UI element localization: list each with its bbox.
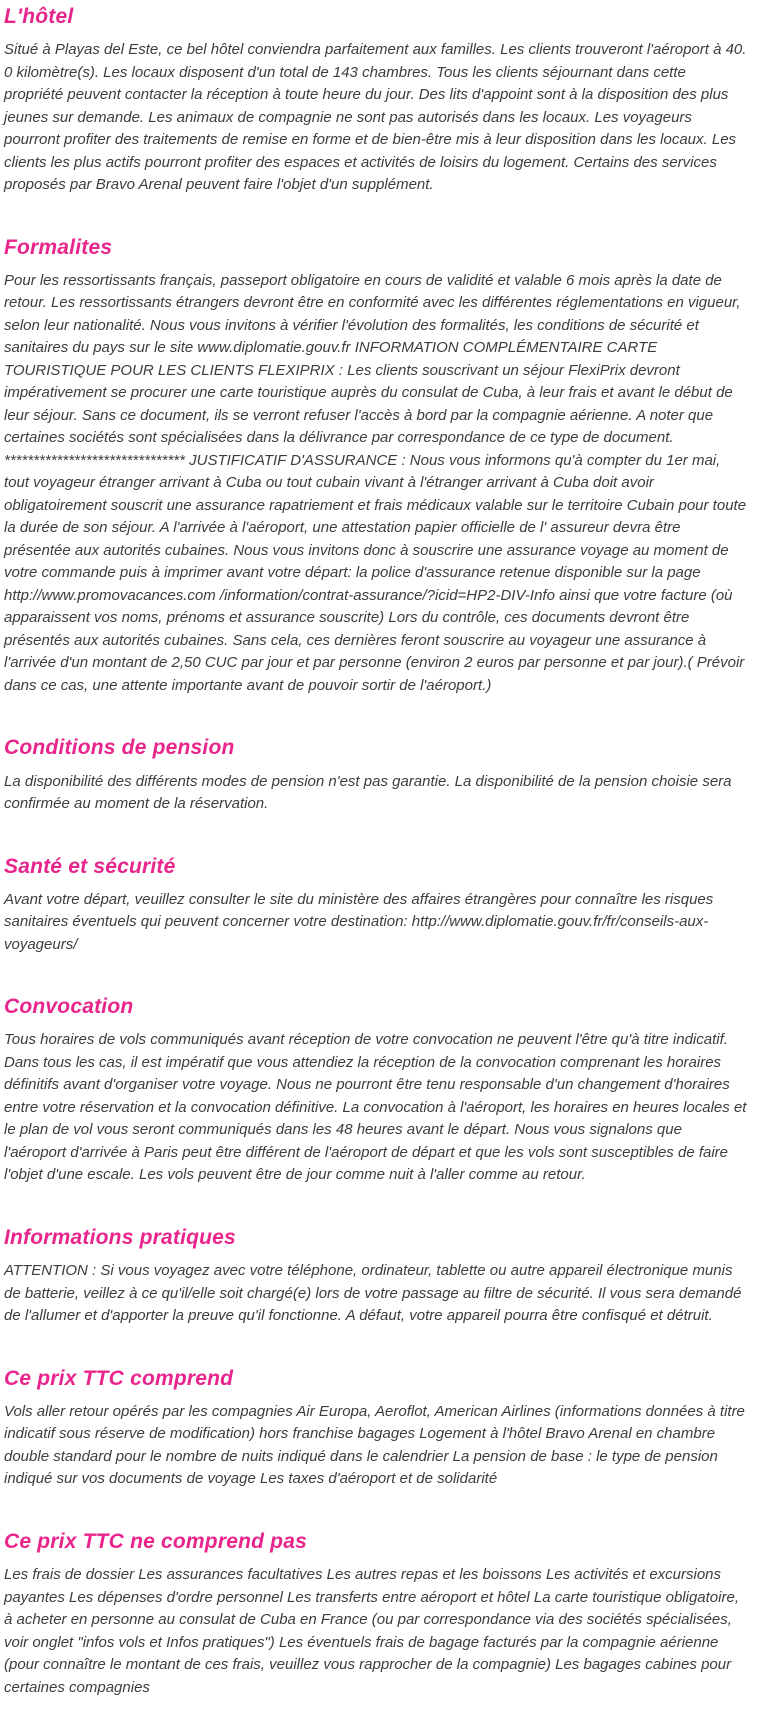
section-title: Formalites <box>4 235 113 259</box>
section-body: Situé à Playas del Este, ce bel hôtel conviendra parfaitement aux familles. Les clients trouveront l'aéroport à 40. 0 kilomètre(s). Les locaux disposent d'un total de 143 chambres. Tous les clients séjournant dans cette propriété peuvent contacter la réception à toute heure du jour. Des lits d'appoint sont à la disposition des plus jeunes sur demande. Les animaux de compagnie ne sont pas autorisés dans les locaux. Les voyageurs pourront profiter des traitements de remise en forme et de bien-être mis à leur disposition dans les locaux. Les clients les plus actifs pourront profiter des espaces et activités de loisirs du logement. Certains des services proposés par Bravo Arenal peuvent faire l'objet d'un supplément. <box>4 41 747 194</box>
section-title: L'hôtel <box>4 5 74 28</box>
section-body: Tous horaires de vols communiqués avant réception de votre convocation ne peuvent l'être qu'à titre indicatif. Dans tous les cas, il est impératif que vous attendiez la réception de la convocation comprenant les horaires définitifs avant d'organiser votre voyage. Nous ne pourront être tenu responsable d'un changement d'horaires entre votre réservation et la convocation définitive. La convocation à l'aéroport, les horaires en heures locales et le plan de vol vous seront communiqués dans les 48 heures avant le départ. Nous vous signalons que l'aéroport d'arrivée à Paris peut être différent de l'aéroport de départ et que les vols sont susceptibles de faire l'objet d'une escale. Les vols peuvent être de jour comme nuit à l'aller comme au retour. <box>4 1031 747 1184</box>
section <box>4 4 748 197</box>
section <box>4 1366 748 1491</box>
section <box>4 235 748 698</box>
section <box>4 1529 748 1699</box>
section-body: Les frais de dossier Les assurances facultatives Les autres repas et les boissons Les activités et excursions payantes Les dépenses d'ordre personnel Les transferts entre aéroport et hôtel La carte touristique obligatoire, à acheter en personne au consulat de Cuba en France (ou par correspondance via des sociétés spécialisées, voir onglet "infos vols et Infos pratiques") Les éventuels frais de bagage facturés par la compagnie aérienne (pour connaître le montant de ces frais, veuillez vous rapprocher de la compagnie) Les bagages cabines pour certaines compagnies <box>4 1566 739 1696</box>
section-body: ATTENTION : Si vous voyagez avec votre téléphone, ordinateur, tablette ou autre appareil électronique munis de batterie, veillez à ce qu'il/elle soit chargé(e) lors de votre passage au filtre de sécurité. Il vous sera demandé de l'allumer et d'apporter la preuve qu'il fonctionne. A défaut, votre appareil pourra être confisqué et détruit. <box>4 1262 742 1325</box>
section-title: Ce prix TTC comprend <box>4 1366 234 1390</box>
section <box>4 1225 748 1328</box>
section <box>4 994 748 1187</box>
section <box>4 735 748 815</box>
section-body: Vols aller retour opérés par les compagnies Air Europa, Aeroflot, American Airlines (informations données à titre indicatif sous réserve de modification) hors franchise bagages Logement à l'hôtel Bravo Arenal en chambre double standard pour le nombre de nuits indiqué dans le calendrier La pension de base : le type de pension indiqué sur vos documents de voyage Les taxes d'aéroport et de solidarité <box>4 1402 745 1488</box>
section-body: Avant votre départ, veuillez consulter le site du ministère des affaires étrangères pour connaître les risques sanitaires éventuels qui peuvent concerner votre destination: http://www.diplomatie.gouv.fr/fr/conseils-aux-voyageurs/ <box>4 890 714 953</box>
section <box>4 854 748 957</box>
section-body: Pour les ressortissants français, passeport obligatoire en cours de validité et valable 6 mois après la date de retour. Les ressortissants étrangers devront être en conformité avec les différentes réglementations en vigueur, selon leur nationalité. Nous vous invitons à vérifier l'évolution des formalités, les conditions de sécurité et sanitaires du pays sur le site www.diplomatie.gouv.fr INFORMATION COMPLÉMENTAIRE CARTE TOURISTIQUE POUR LES CLIENTS FLEXIPRIX : Les clients souscrivant un séjour FlexiPrix devront impérativement se procurer une carte touristique auprès du consulat de Cuba, à leur frais et avant le début de leur séjour. Sans ce document, ils se verront refuser l'accès à bord par la compagnie aérienne. A noter que certaines sociétés sont spécialisées dans la délivrance par correspondance de ce type de document. ******************************* JUSTIFICATIF D'ASSURANCE : Nous vous informons qu'à compter du 1er mai, tout voyageur étranger arrivant à Cuba ou tout cubain vivant à l'étranger arrivant à Cuba doit avoir obligatoirement souscrit une assurance rapatriement et frais médicaux valable sur le territoire Cubain pour toute la durée de son séjour. A l'arrivée à l'aéroport, une attestation papier officielle de l' assureur devra être présentée aux autorités cubaines. Nous vous invitons donc à souscrire une assurance voyage au moment de votre commande puis à imprimer avant votre départ: la police d'assurance retenue disponible sur la page http://www.promovacances.com /information/contrat-assurance/?icid=HP2-DIV-Info ainsi que votre facture (où apparaissent vos noms, prénoms et assurance souscrite) Lors du contrôle, ces documents devront être présentés aux autorités cubaines. Sans cela, ces dernières feront souscrire au voyageur une assurance à l'arrivée d'un montant de 2,50 CUC par jour et par personne (environ 2 euros par personne et par jour).( Prévoir dans ce cas, une attente importante avant de pouvoir sortir de l'aéroport.) <box>4 271 747 694</box>
section-title: Ce prix TTC ne comprend pas <box>4 1529 307 1553</box>
section-body: La disponibilité des différents modes de pension n'est pas garantie. La disponibilité de la pension choisie sera confirmée au moment de la réservation. <box>4 772 732 813</box>
section-title: Informations pratiques <box>4 1225 236 1249</box>
section-title: Conditions de pension <box>4 736 235 760</box>
section-title: Convocation <box>4 995 134 1019</box>
section-title: Santé et sécurité <box>4 854 176 878</box>
